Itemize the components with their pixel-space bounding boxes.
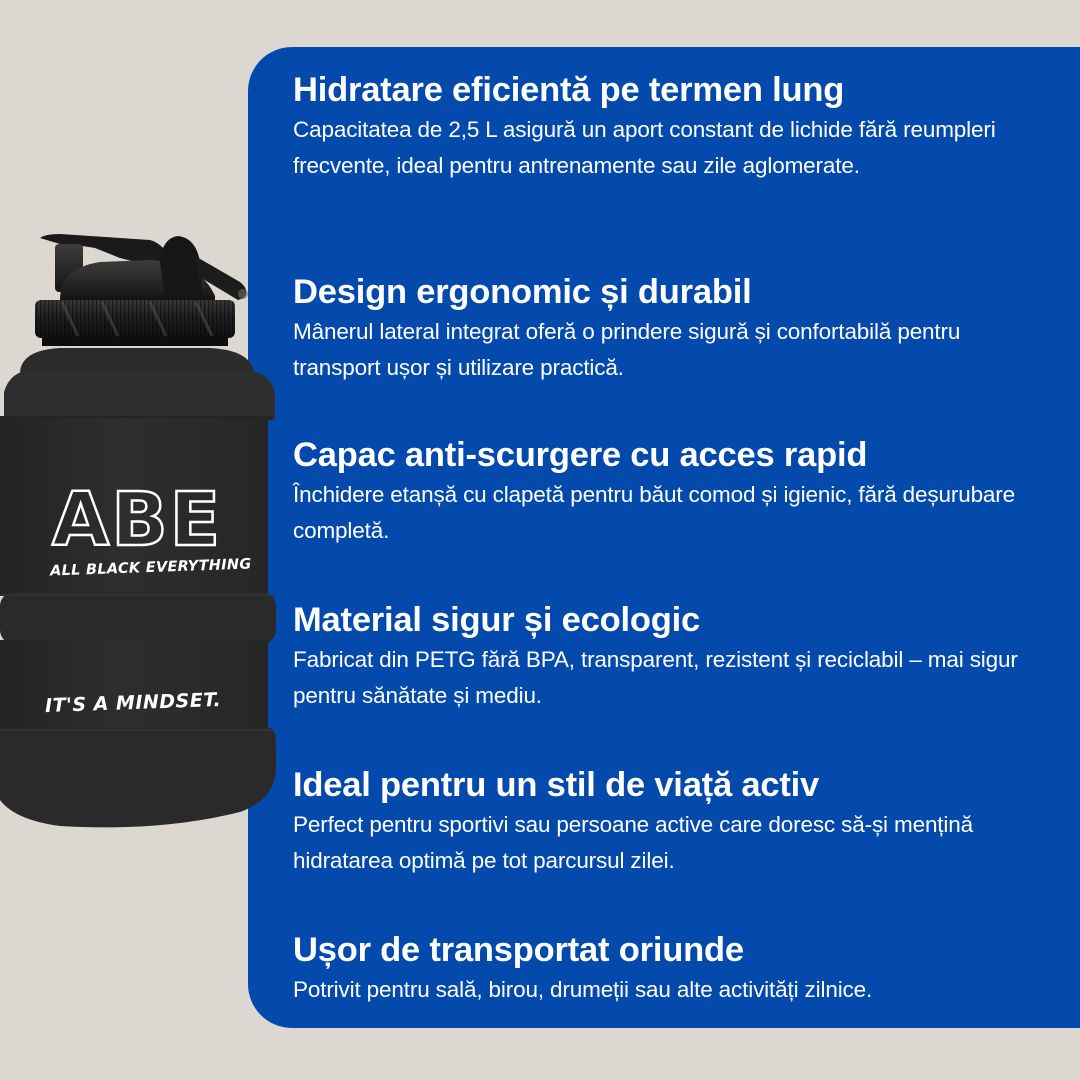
brand-slogan: IT'S A MINDSET. (44, 688, 222, 718)
feature-title: Material sigur și ecologic (293, 601, 701, 639)
feature-description: Închidere etanșă cu clapetă pentru băut comod și igienic, fără deșurubare completă. (293, 482, 1016, 543)
feature-description: Mânerul lateral integrat oferă o prindere sigură și confortabilă pentru transport ușor și utilizare practică. (293, 319, 961, 380)
feature-item-portable (293, 930, 1053, 1008)
feature-item-ergonomic-design (293, 272, 1053, 386)
brand-tagline: ALL BLACK EVERYTHING (49, 556, 252, 580)
feature-description: Potrivit pentru sală, birou, drumeții sau alte activități zilnice. (293, 977, 873, 1002)
feature-title: Ușor de transportat oriunde (293, 931, 744, 969)
feature-title: Capac anti-scurgere cu acces rapid (293, 436, 868, 474)
feature-title: Design ergonomic și durabil (293, 273, 752, 311)
feature-description: Capacitatea de 2,5 L asigură un aport constant de lichide fără reumpleri frecvente, ideal pentru antrenamente sau zile aglomerate. (293, 117, 996, 178)
feature-item-active-lifestyle (293, 765, 1053, 879)
feature-item-safe-material (293, 600, 1053, 714)
feature-title: Ideal pentru un stil de viață activ (293, 766, 819, 804)
feature-description: Fabricat din PETG fără BPA, transparent, rezistent și reciclabil – mai sigur pentru sănătate și mediu. (293, 647, 1018, 708)
feature-item-leakproof-lid (293, 435, 1053, 549)
feature-description: Perfect pentru sportivi sau persoane active care doresc să-și mențină hidratarea optimă pe tot parcursul zilei. (293, 812, 973, 873)
feature-item-hydration (293, 70, 1053, 184)
feature-title: Hidratare eficientă pe termen lung (293, 71, 845, 109)
brand-logo-abe: ABE (52, 477, 223, 563)
